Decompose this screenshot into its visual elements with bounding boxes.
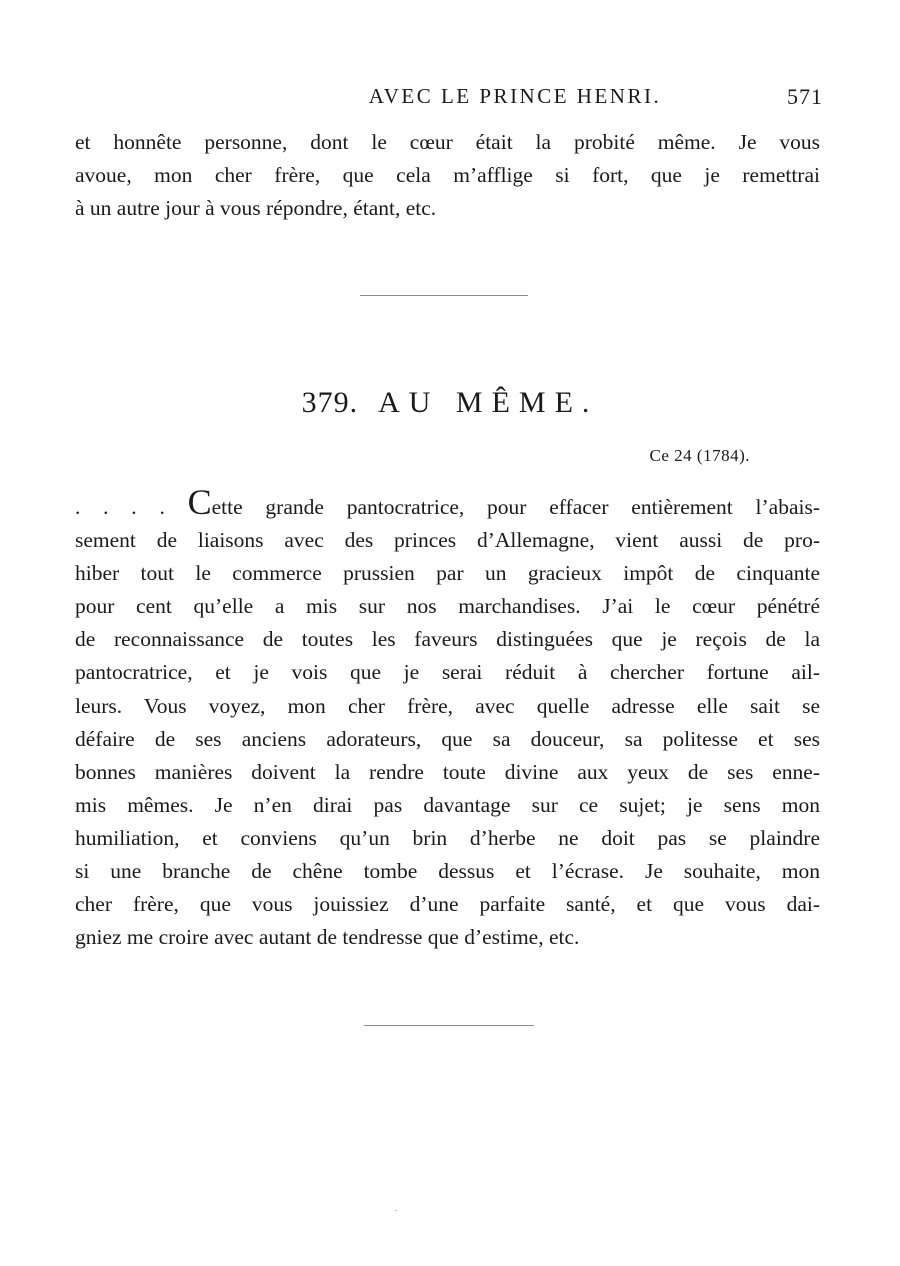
text-line: si une branche de chêne tombe dessus et l’écrase. Je souhaite, mon <box>75 859 820 884</box>
paper-speck <box>395 1210 397 1211</box>
first-line-rest: ette grande pantocratrice, pour effacer entièrement l’abais- <box>211 495 820 519</box>
text-line <box>75 482 820 524</box>
page-number: 571 <box>787 84 823 109</box>
letter-dateline: Ce 24 (1784). <box>649 446 750 465</box>
text-line: leurs. Vous voyez, mon cher frère, avec quelle adresse elle sait se <box>75 693 820 718</box>
text-line: humiliation, et conviens qu’un brin d’herbe ne doit pas se plaindre <box>75 825 820 850</box>
text-line: avoue, mon cher frère, que cela m’afflige si fort, que je remettrai <box>75 163 820 187</box>
text-line: cher frère, que vous jouissiez d’une parfaite santé, et que vous dai- <box>75 892 820 917</box>
continued-paragraph <box>75 126 820 225</box>
opening-ellipsis: . . . . <box>75 495 188 519</box>
text-line: bonnes manières doivent la rendre toute divine aux yeux de ses enne- <box>75 759 820 784</box>
text-line: gniez me croire avec autant de tendresse que d’estime, etc. <box>75 925 580 950</box>
section-divider <box>364 1025 534 1026</box>
text-line: défaire de ses anciens adorateurs, que sa douceur, sa politesse et ses <box>75 726 820 751</box>
section-divider <box>360 295 528 296</box>
letter-title: AU MÊME. <box>378 386 599 419</box>
letter-body <box>75 482 820 954</box>
text-line: pour cent qu’elle a mis sur nos marchandises. J’ai le cœur pénétré <box>75 594 820 619</box>
text-line: mis mêmes. Je n’en dirai pas davantage sur ce sujet; je sens mon <box>75 792 820 817</box>
running-head <box>75 84 823 112</box>
text-line: et honnête personne, dont le cœur était la probité même. Je vous <box>75 130 820 154</box>
drop-letter: C <box>187 482 212 522</box>
text-line: hiber tout le commerce prussien par un gracieux impôt de cinquante <box>75 561 820 586</box>
running-title: AVEC LE PRINCE HENRI. <box>368 84 662 108</box>
text-line: de reconnaissance de toutes les faveurs distinguées que je reçois de la <box>75 627 820 652</box>
text-line: à un autre jour à vous répondre, étant, etc. <box>75 196 437 220</box>
paragraph <box>75 126 820 225</box>
text-line: sement de liaisons avec des princes d’Allemagne, vient aussi de pro- <box>75 528 820 553</box>
letter-number: 379. <box>301 386 359 419</box>
text-line: pantocratrice, et je vois que je serai réduit à chercher fortune ail- <box>75 660 820 685</box>
paragraph <box>75 482 820 954</box>
letter-heading <box>0 386 900 420</box>
